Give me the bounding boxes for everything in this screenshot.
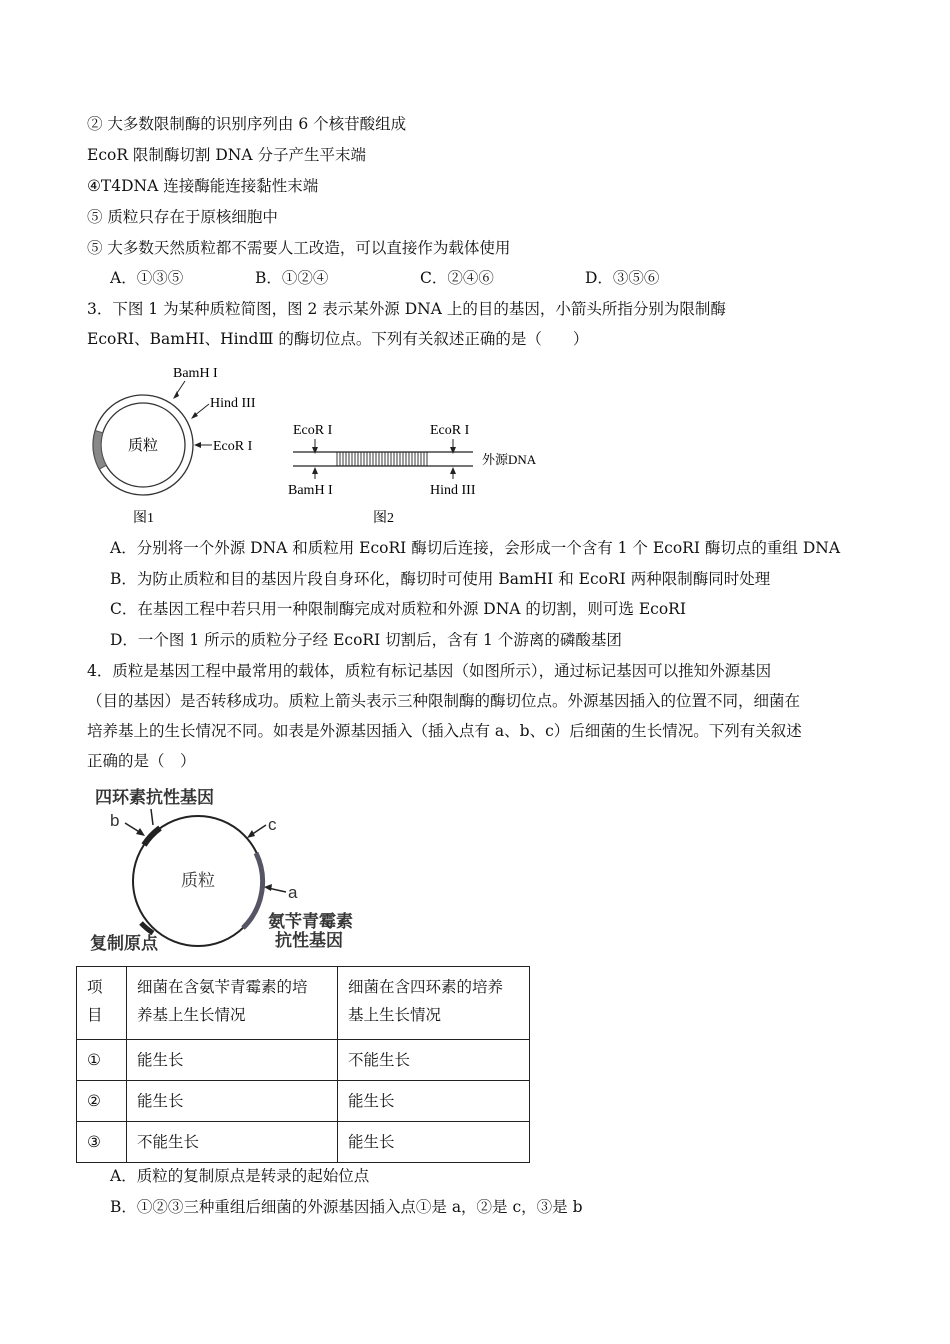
q3-figure-2-foreign-dna (285, 415, 555, 530)
bamh-label: BamH I (173, 366, 218, 381)
figure-1-caption: 图1 (133, 511, 154, 526)
header-item (77, 967, 127, 1040)
header-amp (127, 967, 338, 1040)
q4-stem-line-2: （目的基因）是否转移成功。质粒上箭头表示三种限制酶的酶切位点。外源基因插入的位置不同，细菌在 (87, 692, 801, 710)
table-header-row (77, 967, 530, 1040)
fig2-ecor-right-label: EcoR I (430, 423, 470, 438)
q3-option-b: B．为防止质粒和目的基因片段自身环化，酶切时可使用 BamHⅠ 和 EcoRⅠ 两种限制酶同时处理 (110, 570, 771, 588)
q4-stem-line-4: 正确的是（ ） (87, 752, 196, 770)
growth-table (76, 966, 530, 1163)
q2-option-d: D．③⑤⑥ (585, 269, 660, 287)
q4-figure-plasmid (85, 783, 375, 958)
header-amp-text: 细菌在含氨苄青霉素的培 养基上生长情况 (137, 978, 308, 1024)
q2-option-b: B．①②④ (255, 269, 329, 287)
q4-plasmid-center-label: 质粒 (181, 871, 215, 890)
q2-statement-5: ⑤ 质粒只存在于原核细胞中 (87, 208, 278, 226)
plasmid-gene-segment (93, 431, 106, 470)
site-c-label: c (268, 815, 277, 834)
q3-option-c: C．在基因工程中若只用一种限制酶完成对质粒和外源 DNA 的切割，则可选 EcoRⅠ (110, 600, 686, 618)
site-a-label: a (288, 883, 298, 902)
q2-statement-3: EcoR 限制酶切割 DNA 分子产生平末端 (87, 146, 366, 164)
amp-resistance-label-2: 抗性基因 (275, 931, 343, 950)
q2-statement-4: ④T4DNA 连接酶能连接黏性末端 (87, 177, 319, 195)
q3-stem-line-1: 3．下图 1 为某种质粒简图，图 2 表示某外源 DNA 上的目的基因，小箭头所指分别为限制酶 (87, 300, 726, 318)
q4-option-a: A．质粒的复制原点是转录的起始位点 (110, 1167, 370, 1185)
hind-label: Hind III (210, 396, 256, 411)
tet-gene-segment (144, 828, 160, 845)
table-cell: 能生长 (127, 1040, 338, 1081)
figure-2-caption: 图2 (373, 511, 394, 526)
amp-gene-segment (243, 853, 263, 928)
table-cell: 能生长 (338, 1122, 530, 1163)
table-row (77, 1122, 530, 1163)
amp-resistance-label-1: 氨苄青霉素 (268, 912, 353, 931)
fig2-hind-label: Hind III (430, 483, 476, 498)
table-cell: 不能生长 (338, 1040, 530, 1081)
table-row (77, 1081, 530, 1122)
table-cell: 不能生长 (127, 1122, 338, 1163)
plasmid-center-label: 质粒 (127, 438, 159, 454)
tet-resistance-label: 四环素抗性基因 (95, 788, 214, 807)
q2-options (110, 268, 659, 288)
q2-statement-2: ② 大多数限制酶的识别序列由 6 个核苷酸组成 (87, 115, 407, 133)
fig2-dna-label: 外源DNA (482, 452, 537, 467)
q3-option-d: D．一个图 1 所示的质粒分子经 EcoRⅠ 切割后，含有 1 个游离的磷酸基团 (110, 631, 622, 649)
table-cell: ③ (77, 1122, 127, 1163)
q3-figure-1-plasmid (85, 358, 285, 530)
q3-option-a: A．分别将一个外源 DNA 和质粒用 EcoRⅠ 酶切后连接，会形成一个含有 1 个 EcoRⅠ 酶切点的重组 DNA (110, 539, 841, 557)
table-row (77, 1040, 530, 1081)
table-cell: 能生长 (127, 1081, 338, 1122)
q3-stem-line-2: EcoRⅠ、BamHⅠ、HindⅢ 的酶切位点。下列有关叙述正确的是（ ） (87, 330, 589, 348)
q4-stem-line-3: 培养基上的生长情况不同。如表是外源基因插入（插入点有 a、b、c）后细菌的生长情况。下列有关叙述 (87, 722, 802, 740)
header-tet-text: 细菌在含四环素的培养 基上生长情况 (348, 978, 504, 1024)
q2-option-a: A．①③⑤ (110, 269, 184, 287)
table-cell: ② (77, 1081, 127, 1122)
target-gene-hatching (337, 452, 427, 466)
ori-segment (141, 923, 153, 933)
table-cell: 能生长 (338, 1081, 530, 1122)
table-cell: ① (77, 1040, 127, 1081)
q4-option-b: B．①②③三种重组后细菌的外源基因插入点①是 a，②是 c，③是 b (110, 1198, 583, 1216)
replication-origin-label: 复制原点 (90, 934, 158, 953)
q2-option-c: C．②④⑥ (420, 269, 494, 287)
header-tet (338, 967, 530, 1040)
site-b-label: b (110, 811, 120, 830)
fig2-ecor-left-label: EcoR I (293, 423, 333, 438)
ecor-label: EcoR I (213, 439, 253, 454)
q2-statement-6: ⑤ 大多数天然质粒都不需要人工改造，可以直接作为载体使用 (87, 239, 511, 257)
fig2-bamh-label: BamH I (288, 483, 333, 498)
header-item-text: 项 目 (87, 978, 103, 1024)
q4-stem-line-1: 4．质粒是基因工程中最常用的载体，质粒有标记基因（如图所示），通过标记基因可以推知外源基因 (87, 662, 772, 680)
